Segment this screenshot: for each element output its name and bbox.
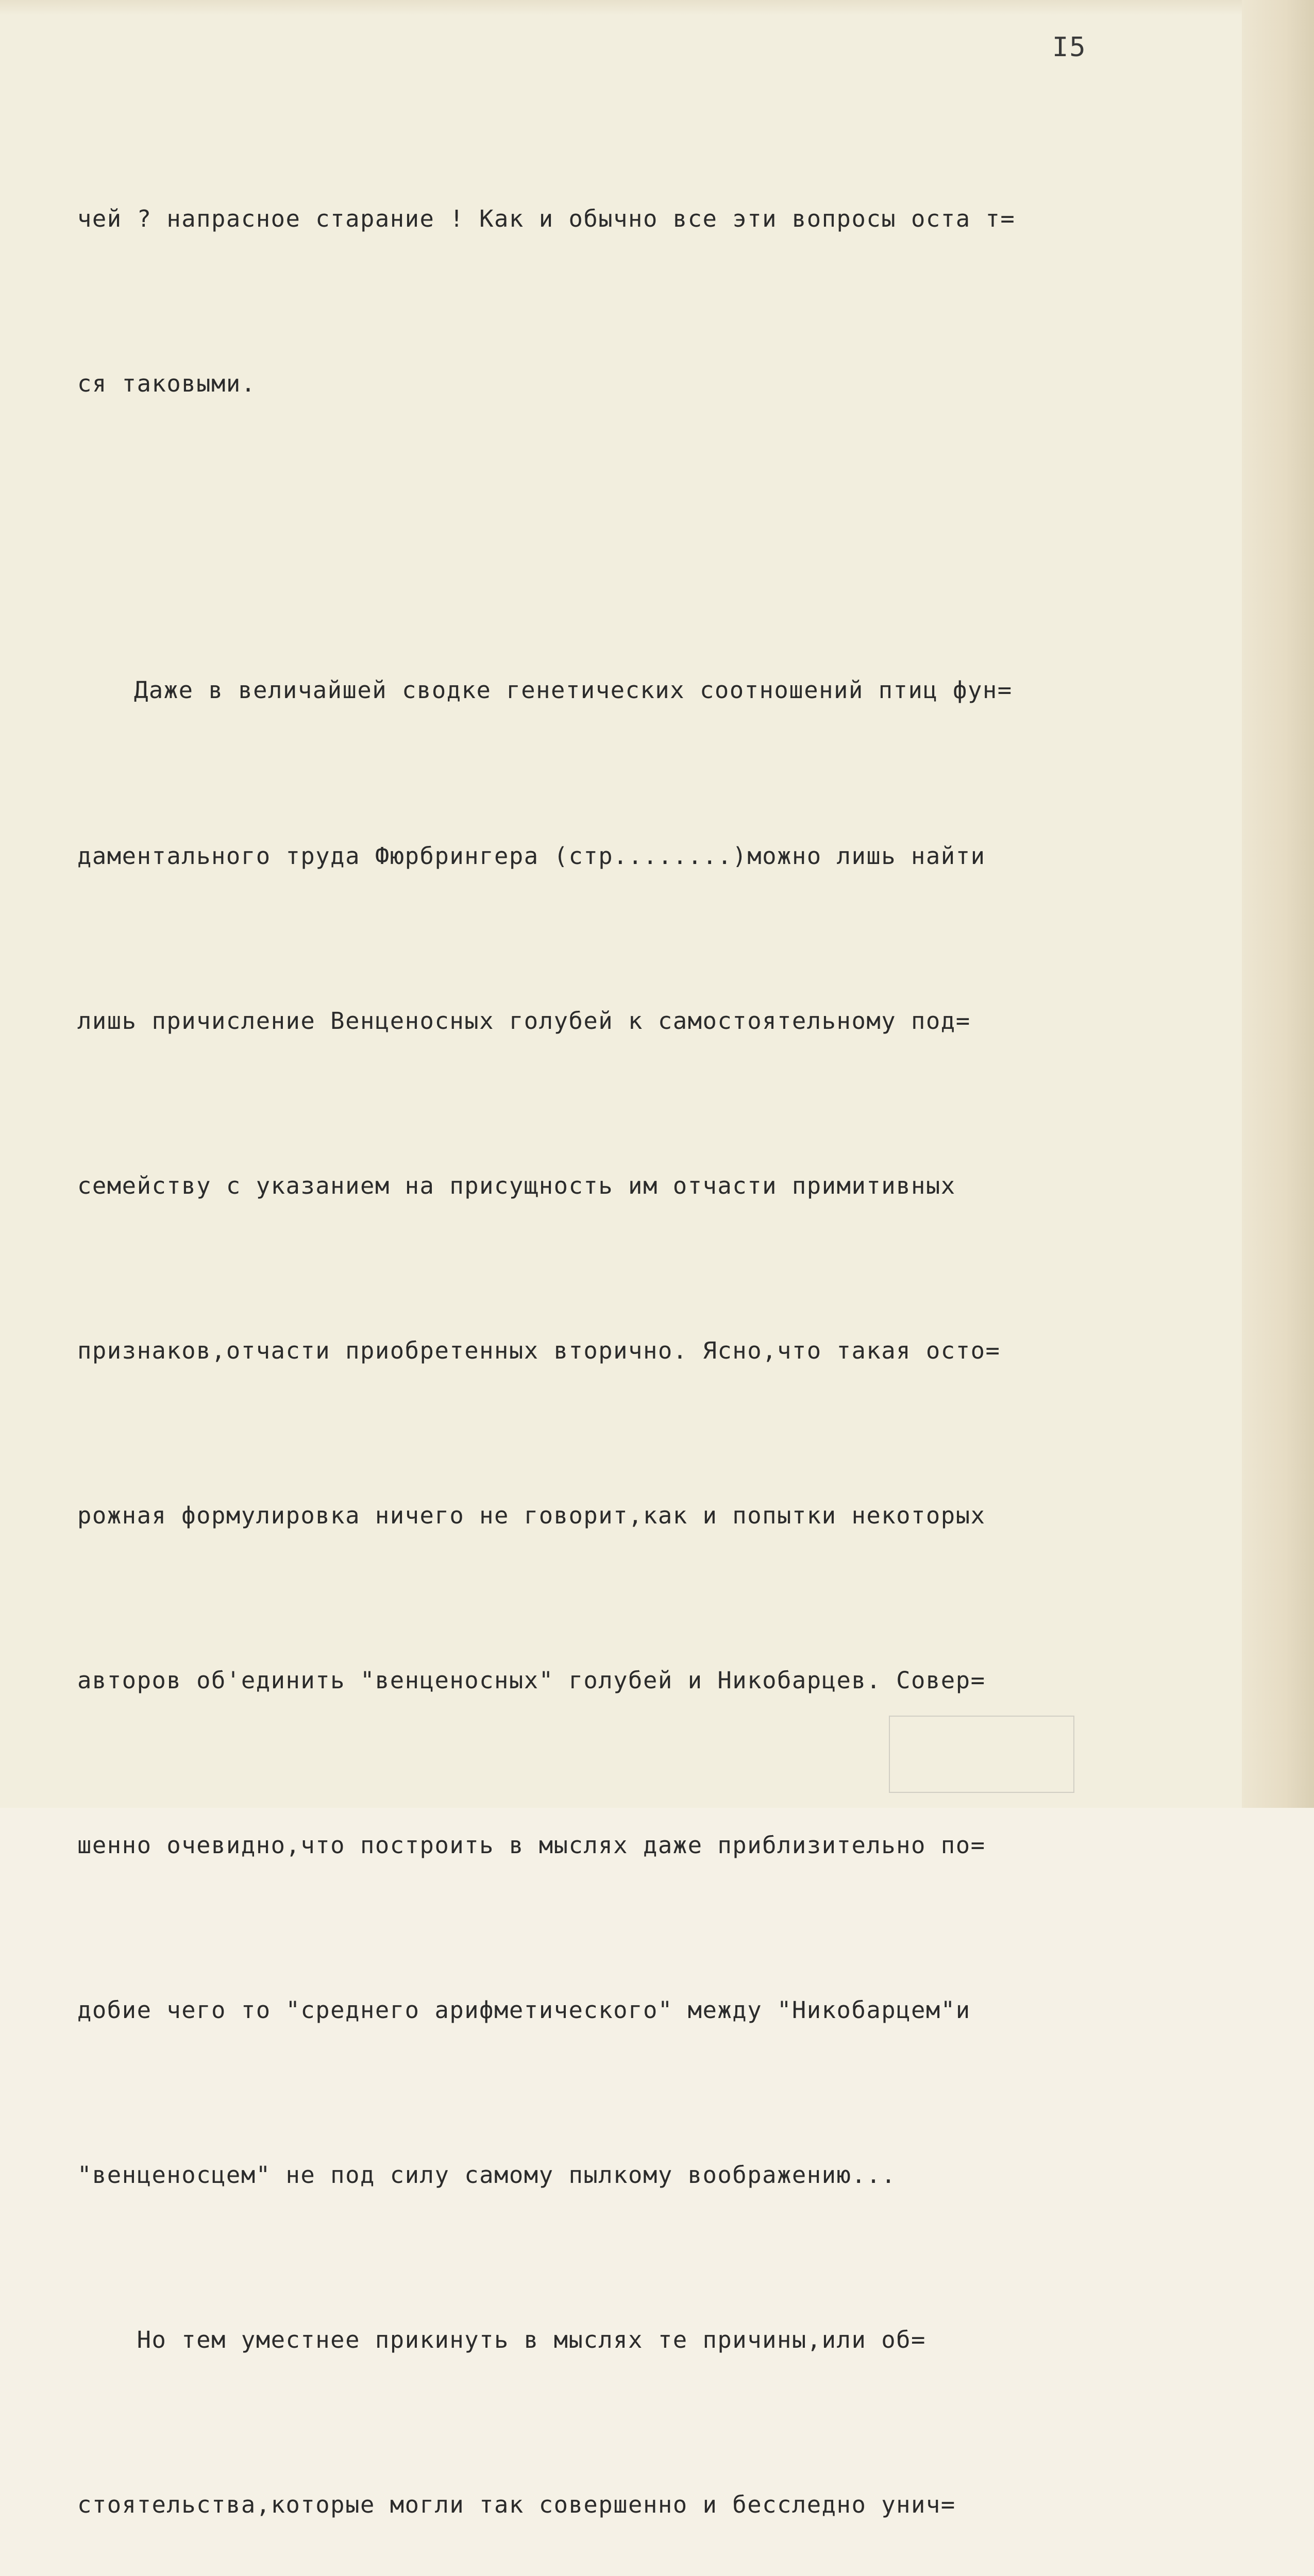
text-line: рожная формулировка ничего не говорит,как и попытки некоторых: [77, 1502, 986, 1529]
text-line: шенно очевидно,что построить в мыслях даже приблизительно по=: [77, 1832, 986, 1859]
paragraph-gap: [77, 520, 1170, 549]
paper-right-edge: [1242, 0, 1314, 1808]
text-line: авторов об'единить "венценосных" голубей и Никобарцев. Совер=: [77, 1667, 986, 1694]
text-line: Даже в величайшей сводке генетических соотношений птиц фун=: [134, 676, 1013, 704]
text-line: стоятельства,которые могли так совершенно и бесследно унич=: [77, 2491, 956, 2518]
typed-text-body: [77, 77, 1170, 2576]
text-line: Но тем уместнее прикинуть в мыслях те причины,или об=: [77, 2326, 926, 2353]
text-line: добие чего то "среднего арифметического" между "Никобарцем"и: [77, 1996, 971, 2024]
paper-top-edge: [0, 0, 1314, 15]
text-line: лишь причисление Венценосных голубей к самостоятельному под=: [77, 1007, 971, 1035]
text-line: "венценосцем" не под силу самому пылкому воображению...: [77, 2161, 897, 2189]
text-line: признаков,отчасти приобретенных вторично. Ясно,что такая осто=: [77, 1337, 1001, 1364]
archive-stamp: [889, 1716, 1074, 1793]
text-line: ся таковыми.: [77, 370, 256, 397]
page-number: I5: [1052, 32, 1087, 63]
text-line: даментального труда Фюрбрингера (стр........)можно лишь найти: [77, 842, 986, 870]
text-line: чей ? напрасное старание ! Как и обычно все эти вопросы оста т=: [77, 205, 1016, 232]
text-line: семейству с указанием на присущность им отчасти примитивных: [77, 1172, 956, 1199]
